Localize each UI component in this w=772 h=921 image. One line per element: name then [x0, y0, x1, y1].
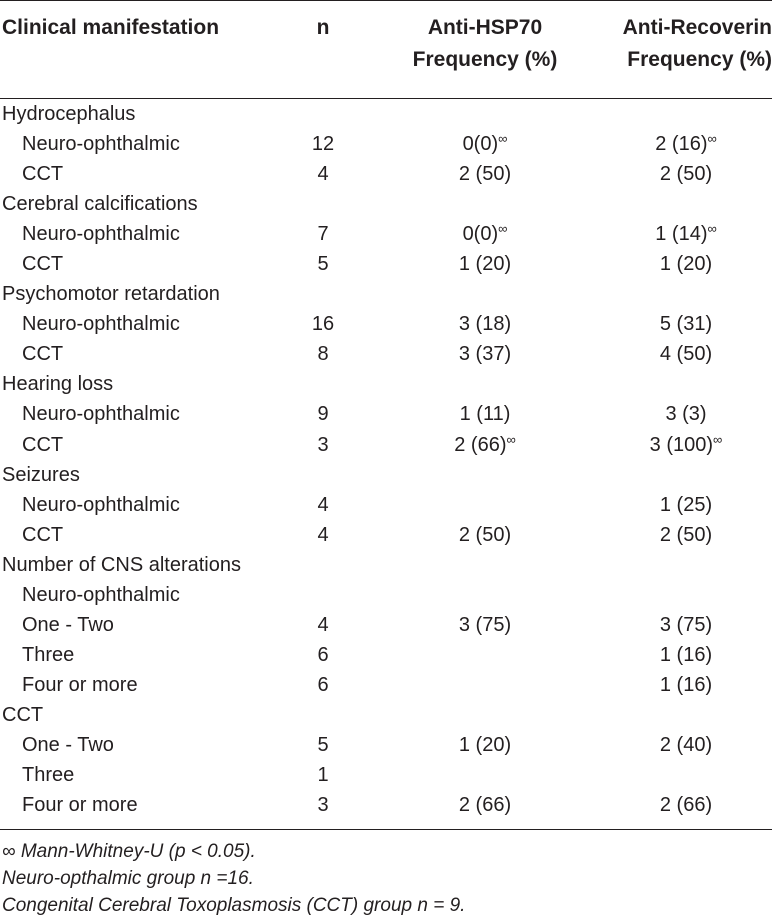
- table-group-row: [0, 189, 772, 219]
- cell-n: [300, 309, 346, 339]
- footnote-neuro-group: Neuro-opthalmic group n =16.: [2, 868, 254, 889]
- cell-manifestation-text: CCT: [22, 253, 64, 276]
- cell-manifestation-text: Neuro-ophthalmic: [22, 403, 180, 426]
- table-group-row: [0, 700, 772, 730]
- cell-n: [300, 730, 346, 760]
- cell-manifestation: [2, 700, 43, 730]
- cell-manifestation: [22, 219, 180, 249]
- cell-anti-recoverin-text: 2 (50): [659, 163, 713, 186]
- cell-n: [300, 640, 346, 670]
- cell-anti-recoverin: [600, 129, 772, 159]
- cell-manifestation: [2, 369, 113, 399]
- cell-n-text: 4: [317, 493, 329, 516]
- cell-manifestation-text: Three: [22, 643, 75, 666]
- cell-manifestation-text: Cerebral calcifications: [2, 193, 198, 216]
- table-row: [0, 640, 772, 670]
- table-top-rule: [0, 0, 772, 1]
- table-row: [0, 670, 772, 700]
- cell-manifestation: [22, 760, 74, 790]
- cell-anti-recoverin-text: 2 (66): [659, 794, 713, 817]
- cell-n-text: 6: [317, 673, 329, 696]
- cell-manifestation: [22, 430, 63, 460]
- cell-manifestation: [22, 640, 74, 670]
- cell-anti-hsp70-text: 3 (75): [458, 613, 512, 636]
- cell-manifestation: [22, 249, 63, 279]
- cell-n: [300, 129, 346, 159]
- table-row: [0, 730, 772, 760]
- cell-manifestation: [2, 550, 241, 580]
- cell-anti-recoverin-text: 2 (50): [659, 523, 713, 546]
- cell-n: [300, 490, 346, 520]
- cell-anti-recoverin: [600, 159, 772, 189]
- table-bottom-rule: [0, 829, 772, 830]
- cell-anti-hsp70: [400, 730, 570, 760]
- header-anti-recoverin-line1: Anti-Recoverin: [622, 16, 772, 39]
- cell-n: [300, 670, 346, 700]
- header-anti-hsp70: [400, 12, 570, 76]
- cell-manifestation: [22, 159, 63, 189]
- cell-anti-hsp70-text: 0(0): [462, 223, 499, 246]
- header-anti-recoverin: [600, 12, 772, 76]
- cell-anti-recoverin-text: 5 (31): [659, 313, 713, 336]
- cell-anti-hsp70-text: 2 (50): [458, 163, 512, 186]
- cell-n: [300, 249, 346, 279]
- cell-manifestation: [22, 129, 180, 159]
- cell-n-text: 8: [317, 343, 329, 366]
- significance-mark: ∞: [506, 431, 516, 447]
- cell-n: [300, 760, 346, 790]
- cell-manifestation: [22, 339, 63, 369]
- table-row: [0, 520, 772, 550]
- cell-anti-recoverin: [600, 490, 772, 520]
- cell-n-text: 4: [317, 613, 329, 636]
- cell-manifestation: [22, 580, 180, 610]
- cell-n: [300, 399, 346, 429]
- header-anti-recoverin-line2: Frequency (%): [627, 48, 772, 71]
- cell-n: [300, 430, 346, 460]
- cell-anti-recoverin-text: 1 (16): [659, 643, 713, 666]
- cell-anti-recoverin-text: 3 (3): [665, 403, 707, 426]
- table-group-row: [0, 99, 772, 129]
- table-group-row: [0, 369, 772, 399]
- cell-manifestation: [22, 520, 63, 550]
- cell-anti-hsp70: [400, 610, 570, 640]
- significance-mark: ∞: [498, 131, 508, 147]
- table-row: [0, 430, 772, 460]
- cell-anti-recoverin: [600, 339, 772, 369]
- header-n: n: [316, 16, 330, 39]
- cell-anti-hsp70-text: 3 (37): [458, 343, 512, 366]
- table-row: [0, 399, 772, 429]
- cell-manifestation-text: Seizures: [2, 463, 80, 486]
- table-row: [0, 610, 772, 640]
- cell-anti-recoverin: [600, 219, 772, 249]
- cell-manifestation-text: Neuro-ophthalmic: [22, 583, 180, 606]
- table-group-row: [0, 279, 772, 309]
- header-clinical-manifestation: Clinical manifestation: [2, 16, 220, 39]
- cell-n-text: 6: [317, 643, 329, 666]
- table-row: [0, 129, 772, 159]
- cell-manifestation: [22, 610, 114, 640]
- cell-anti-recoverin-text: 1 (25): [659, 493, 713, 516]
- cell-anti-recoverin-text: 4 (50): [659, 343, 713, 366]
- table-row: [0, 249, 772, 279]
- cell-anti-hsp70: [400, 219, 570, 249]
- cell-n-text: 3: [317, 433, 329, 456]
- table-group-row: [0, 460, 772, 490]
- table-row: [0, 580, 772, 610]
- cell-anti-recoverin-text: 2 (40): [659, 733, 713, 756]
- cell-n: [300, 159, 346, 189]
- cell-n: [300, 520, 346, 550]
- cell-manifestation: [2, 189, 198, 219]
- table-row: [0, 219, 772, 249]
- cell-n-text: 3: [317, 794, 329, 817]
- cell-anti-recoverin: [600, 399, 772, 429]
- cell-manifestation-text: CCT: [22, 523, 64, 546]
- table-row: [0, 309, 772, 339]
- cell-anti-recoverin: [600, 640, 772, 670]
- cell-anti-recoverin: [600, 670, 772, 700]
- cell-anti-recoverin: [600, 430, 772, 460]
- cell-anti-hsp70: [400, 129, 570, 159]
- cell-n: [300, 790, 346, 820]
- cell-n-text: 1: [317, 764, 329, 787]
- cell-manifestation-text: CCT: [2, 703, 44, 726]
- cell-manifestation: [22, 790, 138, 820]
- cell-anti-recoverin: [600, 249, 772, 279]
- cell-anti-hsp70: [400, 520, 570, 550]
- table-row: [0, 760, 772, 790]
- table-group-row: [0, 550, 772, 580]
- cell-anti-hsp70: [400, 339, 570, 369]
- cell-anti-hsp70: [400, 399, 570, 429]
- cell-anti-hsp70: [400, 159, 570, 189]
- cell-anti-hsp70: [400, 790, 570, 820]
- cell-manifestation: [2, 460, 80, 490]
- header-anti-hsp70-line2: Frequency (%): [412, 48, 558, 71]
- cell-manifestation-text: Three: [22, 764, 75, 787]
- cell-anti-hsp70: [400, 430, 570, 460]
- cell-manifestation: [22, 490, 180, 520]
- cell-manifestation-text: Neuro-ophthalmic: [22, 493, 180, 516]
- cell-anti-recoverin: [600, 520, 772, 550]
- cell-manifestation-text: CCT: [22, 163, 64, 186]
- cell-anti-hsp70: [400, 249, 570, 279]
- cell-anti-hsp70-text: 1 (20): [458, 733, 512, 756]
- table-row: [0, 339, 772, 369]
- significance-mark: ∞: [713, 431, 723, 447]
- table-row: [0, 159, 772, 189]
- cell-anti-hsp70-text: 1 (11): [459, 403, 511, 426]
- significance-mark: ∞: [707, 131, 717, 147]
- cell-manifestation-text: Psychomotor retardation: [2, 283, 220, 306]
- cell-manifestation-text: Hearing loss: [2, 373, 114, 396]
- cell-anti-hsp70-text: 2 (50): [458, 523, 512, 546]
- cell-manifestation-text: CCT: [22, 433, 64, 456]
- cell-manifestation: [22, 670, 138, 700]
- cell-n-text: 16: [311, 313, 335, 336]
- cell-n-text: 7: [317, 223, 329, 246]
- significance-mark: ∞: [707, 221, 717, 237]
- cell-anti-recoverin-text: 1 (20): [659, 253, 713, 276]
- cell-manifestation-text: Neuro-ophthalmic: [22, 223, 180, 246]
- cell-anti-hsp70-text: 3 (18): [458, 313, 512, 336]
- cell-n: [300, 219, 346, 249]
- cell-n-text: 9: [317, 403, 329, 426]
- cell-anti-recoverin: [600, 730, 772, 760]
- cell-n-text: 12: [311, 133, 335, 156]
- cell-anti-hsp70-text: 2 (66): [454, 433, 507, 456]
- cell-anti-hsp70-text: 2 (66): [458, 794, 512, 817]
- cell-anti-hsp70: [400, 309, 570, 339]
- cell-manifestation-text: Four or more: [22, 794, 138, 817]
- cell-anti-hsp70-text: 1 (20): [458, 253, 512, 276]
- cell-manifestation: [22, 309, 180, 339]
- cell-manifestation-text: Neuro-ophthalmic: [22, 133, 180, 156]
- cell-anti-recoverin-text: 3 (75): [659, 613, 713, 636]
- cell-manifestation: [2, 279, 220, 309]
- cell-anti-recoverin-text: 2 (16): [655, 133, 708, 156]
- table-row: [0, 790, 772, 820]
- cell-anti-recoverin: [600, 790, 772, 820]
- footnote-cct-group: Congenital Cerebral Toxoplasmosis (CCT) group n = 9.: [2, 895, 466, 916]
- cell-manifestation-text: Hydrocephalus: [2, 103, 136, 125]
- cell-anti-recoverin-text: 3 (100): [649, 433, 714, 456]
- cell-anti-recoverin-text: 1 (14): [655, 223, 708, 246]
- significance-mark: ∞: [498, 221, 508, 237]
- cell-manifestation-text: CCT: [22, 343, 64, 366]
- cell-manifestation-text: Number of CNS alterations: [2, 553, 241, 576]
- cell-n-text: 5: [317, 253, 329, 276]
- cell-anti-recoverin-text: 1 (16): [659, 673, 713, 696]
- cell-manifestation-text: One - Two: [22, 733, 114, 756]
- cell-anti-recoverin: [600, 309, 772, 339]
- cell-manifestation: [2, 99, 135, 129]
- cell-n-text: 5: [317, 733, 329, 756]
- cell-anti-hsp70-text: 0(0): [462, 133, 499, 156]
- footnote-mann-whitney: ∞ Mann-Whitney-U (p < 0.05).: [2, 841, 256, 862]
- cell-n-text: 4: [317, 163, 329, 186]
- cell-n: [300, 610, 346, 640]
- cell-manifestation: [22, 730, 114, 760]
- cell-n-text: 4: [317, 523, 329, 546]
- cell-manifestation-text: Neuro-ophthalmic: [22, 313, 180, 336]
- table-body: [0, 99, 772, 820]
- cell-manifestation-text: One - Two: [22, 613, 114, 636]
- cell-anti-recoverin: [600, 610, 772, 640]
- header-anti-hsp70-line1: Anti-HSP70: [427, 16, 543, 39]
- cell-manifestation-text: Four or more: [22, 673, 138, 696]
- cell-manifestation: [22, 399, 180, 429]
- table-row: [0, 490, 772, 520]
- cell-n: [300, 339, 346, 369]
